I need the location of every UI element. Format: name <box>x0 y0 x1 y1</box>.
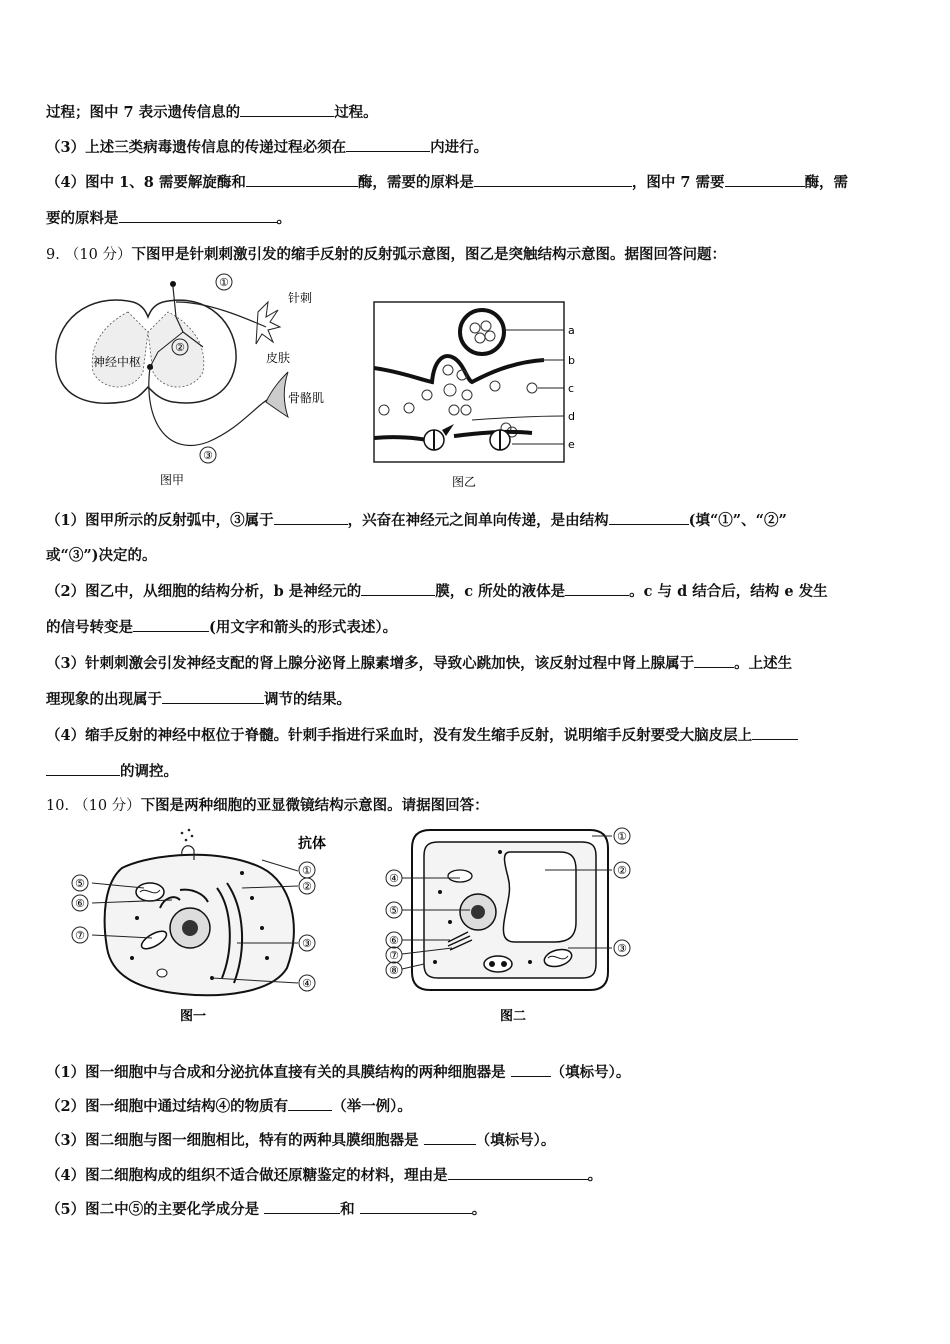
figA-needle-label: 针刺 <box>288 291 313 305</box>
fig1-label-3: ③ <box>302 937 312 950</box>
q10-part-4 <box>46 1165 602 1186</box>
text: （3）图二细胞与图一细胞相比，特有的两种具膜细胞器是 <box>46 1132 419 1149</box>
synapse-figure <box>372 300 592 492</box>
reflex-arc-figure <box>48 272 348 492</box>
text: 调节的结果。 <box>264 691 351 708</box>
answer-blank[interactable] <box>424 1130 476 1145</box>
q10-part-3 <box>46 1130 555 1151</box>
fig2-label-6: ⑥ <box>389 934 399 947</box>
fig2-label-4: ④ <box>389 872 399 885</box>
figA-skin-label: 皮肤 <box>266 351 291 365</box>
answer-blank[interactable] <box>274 510 348 525</box>
figA-label-1: ① <box>219 276 229 289</box>
question-stem: 下图甲是针刺刺激引发的缩手反射的反射弧示意图，图乙是突触结构示意图。据图回答问题： <box>131 246 726 263</box>
text: （3）针刺刺激会引发神经支配的肾上腺分泌肾上腺素增多，导致心跳加快，该反射过程中肾上腺属于 <box>46 655 695 672</box>
fig1-label-2: ② <box>302 880 312 893</box>
q9-part-4-cont <box>46 761 178 782</box>
text: （5）图二中⑤的主要化学成分是 <box>46 1201 260 1218</box>
figB-label-a: a <box>568 324 575 337</box>
figB-label-c: c <box>568 382 575 395</box>
q9-part-3-cont <box>46 689 351 710</box>
q9-stem <box>46 245 726 265</box>
answer-blank[interactable] <box>752 725 798 740</box>
q9-part-1 <box>46 510 787 531</box>
text: （填标号）。 <box>550 1064 631 1081</box>
fig2-caption: 图二 <box>500 1009 527 1024</box>
fig1-label-6: ⑥ <box>75 897 85 910</box>
answer-blank[interactable] <box>474 172 632 187</box>
text: 膜，c 所处的液体是 <box>435 583 566 600</box>
q9-part-2 <box>46 581 828 602</box>
fig1-label-4: ④ <box>302 977 312 990</box>
q9-part-2-cont <box>46 617 397 638</box>
animal-cell-figure <box>62 828 352 1028</box>
q10-stem <box>46 796 489 816</box>
answer-blank[interactable] <box>725 172 805 187</box>
answer-blank[interactable] <box>361 581 435 596</box>
figB-label-b: b <box>568 354 575 367</box>
text: 过程。 <box>334 104 378 121</box>
question-points: （10 分） <box>64 247 132 263</box>
text: 理现象的出现属于 <box>46 691 162 708</box>
answer-blank[interactable] <box>511 1062 551 1077</box>
text: （3）上述三类病毒遗传信息的传递过程必须在 <box>46 139 347 156</box>
figA-caption: 图甲 <box>160 473 185 487</box>
text: 和 <box>340 1201 355 1218</box>
answer-blank[interactable] <box>288 1096 332 1111</box>
answer-blank[interactable] <box>162 689 264 704</box>
q9-part-4 <box>46 725 798 746</box>
text: （1）图一细胞中与合成和分泌抗体直接有关的具膜结构的两种细胞器是 <box>46 1064 506 1081</box>
text: 。上述生 <box>734 655 793 672</box>
answer-blank[interactable] <box>609 510 689 525</box>
fig1-label-1: ① <box>302 864 312 877</box>
text: （2）图一细胞中通过结构④的物质有 <box>46 1098 289 1115</box>
q8-part-4 <box>46 172 848 193</box>
fig2-label-1: ① <box>617 830 627 843</box>
text: 。 <box>471 1201 487 1218</box>
text: 酶，需 <box>804 174 849 191</box>
text: (填“①”、“②” <box>688 512 787 529</box>
q10-part-1 <box>46 1062 630 1083</box>
text: 过程；图中 7 表示遗传信息的 <box>46 104 241 121</box>
q8-part-3 <box>46 137 488 158</box>
fig2-label-2: ② <box>617 864 627 877</box>
plant-cell-figure <box>380 822 650 1028</box>
text: 内进行。 <box>430 139 489 156</box>
answer-blank[interactable] <box>565 581 629 596</box>
text: （4）缩手反射的神经中枢位于脊髓。针刺手指进行采血时，没有发生缩手反射，说明缩手反射要受大脑皮层上 <box>46 727 753 744</box>
answer-blank[interactable] <box>346 137 430 152</box>
text: 。c 与 d 结合后，结构 e 发生 <box>629 583 828 600</box>
question-points: （10 分） <box>74 798 141 814</box>
answer-blank[interactable] <box>694 653 734 668</box>
text: 。 <box>587 1167 603 1184</box>
text: （4）图中 1、8 需要解旋酶和 <box>46 174 246 191</box>
answer-blank[interactable] <box>360 1199 472 1214</box>
fig1-antibody-label: 抗体 <box>298 836 326 852</box>
figB-label-d: d <box>568 410 575 423</box>
figA-center-label: 神经中枢 <box>93 355 142 369</box>
q9-part-3 <box>46 653 792 674</box>
figB-caption: 图乙 <box>452 475 477 489</box>
figA-label-3: ③ <box>203 449 213 462</box>
figA-label-2: ② <box>175 341 185 354</box>
text: 。 <box>276 210 291 227</box>
text: （填标号）。 <box>475 1132 556 1149</box>
text: ，图中 7 需要 <box>631 174 725 191</box>
text: （1）图甲所示的反射弧中，③属于 <box>46 512 274 529</box>
answer-blank[interactable] <box>264 1199 340 1214</box>
answer-blank[interactable] <box>133 617 209 632</box>
text: 的信号转变是 <box>46 619 133 636</box>
text: （2）图乙中，从细胞的结构分析，b 是神经元的 <box>46 583 362 600</box>
answer-blank[interactable] <box>448 1165 588 1180</box>
text: （4）图二细胞构成的组织不适合做还原糖鉴定的材料，理由是 <box>46 1167 448 1184</box>
fig2-label-5: ⑤ <box>389 904 399 917</box>
question-number: 9. <box>46 247 60 263</box>
text: 的调控。 <box>120 763 178 780</box>
text: （举一例）。 <box>332 1098 412 1115</box>
figA-muscle-label: 骨骼肌 <box>288 391 325 405</box>
text: 或“③”)决定的。 <box>46 547 157 564</box>
answer-blank[interactable] <box>246 172 358 187</box>
text: 要的原料是 <box>46 210 119 227</box>
question-stem: 下图是两种细胞的亚显微镜结构示意图。请据图回答： <box>140 797 489 814</box>
text: 酶，需要的原料是 <box>357 174 474 191</box>
q10-part-5 <box>46 1199 486 1220</box>
q8-line-1 <box>46 102 378 123</box>
q8-part-4-cont <box>46 208 291 229</box>
answer-blank[interactable] <box>240 102 334 117</box>
fig1-label-7: ⑦ <box>75 929 85 942</box>
figB-label-e: e <box>568 438 575 451</box>
text: (用文字和箭头的形式表述）。 <box>209 619 398 636</box>
fig2-label-8: ⑧ <box>389 964 399 977</box>
text: ，兴奋在神经元之间单向传递，是由结构 <box>347 512 609 529</box>
fig2-label-7: ⑦ <box>389 949 399 962</box>
q9-part-1-cont <box>46 546 157 566</box>
question-number: 10. <box>46 798 70 814</box>
fig1-caption: 图一 <box>180 1009 207 1024</box>
fig1-label-5: ⑤ <box>75 877 85 890</box>
answer-blank[interactable] <box>119 208 277 223</box>
q10-part-2 <box>46 1096 412 1117</box>
fig2-label-3: ③ <box>617 942 627 955</box>
answer-blank[interactable] <box>46 761 120 776</box>
